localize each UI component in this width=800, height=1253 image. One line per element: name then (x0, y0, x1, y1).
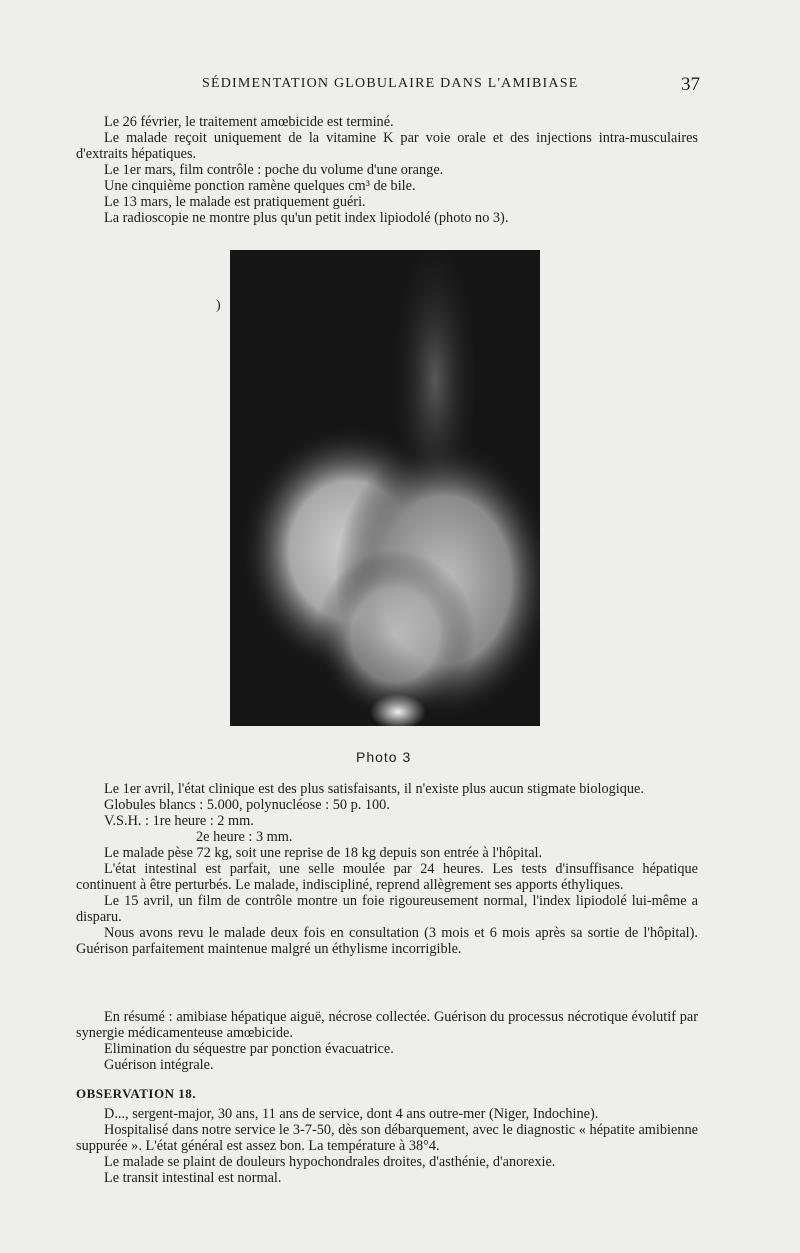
photo-caption: Photo 3 (356, 749, 412, 765)
page-number: 37 (681, 74, 700, 95)
summary-paragraph: Elimination du séquestre par ponction évacuatrice. (104, 1041, 394, 1057)
paragraph: Le malade se plaint de douleurs hypochondrales droites, d'asthénie, d'anorexie. (104, 1154, 556, 1170)
paragraph: V.S.H. : 1re heure : 2 mm. (104, 813, 254, 829)
summary-paragraph: En résumé : amibiase hépatique aiguë, nécrose collectée. Guérison du processus nécrotique évolutif par synergie médicamenteuse amœbicide. (76, 1009, 698, 1041)
stray-mark: ) (216, 298, 221, 313)
paragraph: Le 13 mars, le malade est pratiquement guéri. (104, 194, 366, 210)
paragraph: Le transit intestinal est normal. (104, 1170, 282, 1186)
summary-block (76, 1009, 698, 1073)
paragraph: L'état intestinal est parfait, une selle moulée par 24 heures. Les tests d'insuffisance hépatique continuent à être perturbés. Le malade, indiscipliné, reprend allègrement ses apports éthyliques. (76, 861, 698, 893)
paragraph: Une cinquième ponction ramène quelques cm³ de bile. (104, 178, 416, 194)
bottom-text-block (76, 1106, 698, 1186)
paragraph: Le malade reçoit uniquement de la vitamine K par voie orale et des injections intra-musculaires d'extraits hépatiques. (76, 130, 698, 162)
middle-text-block (76, 781, 698, 957)
top-text-block (76, 114, 698, 226)
paragraph: Hospitalisé dans notre service le 3-7-50, dès son débarquement, avec le diagnostic « hépatite amibienne suppurée ». L'état général est assez bon. La température à 38°4. (76, 1122, 698, 1154)
paragraph: 2e heure : 3 mm. (196, 829, 293, 845)
radiograph-photo (230, 250, 540, 726)
page-header (76, 74, 700, 98)
radiograph-image (230, 250, 540, 726)
paragraph: D..., sergent-major, 30 ans, 11 ans de service, dont 4 ans outre-mer (Niger, Indochine). (104, 1106, 599, 1122)
paragraph: Le 15 avril, un film de contrôle montre un foie rigoureusement normal, l'index lipiodolé lui-même a disparu. (76, 893, 698, 925)
paragraph: Globules blancs : 5.000, polynucléose : 50 p. 100. (104, 797, 390, 813)
section-heading: OBSERVATION 18. (76, 1086, 196, 1101)
running-title: SÉDIMENTATION GLOBULAIRE DANS L'AMIBIASE (202, 76, 579, 91)
paragraph: Le malade pèse 72 kg, soit une reprise de 18 kg depuis son entrée à l'hôpital. (104, 845, 543, 861)
summary-paragraph: Guérison intégrale. (104, 1057, 214, 1073)
paragraph: La radioscopie ne montre plus qu'un petit index lipiodolé (photo no 3). (104, 210, 509, 226)
paragraph: Nous avons revu le malade deux fois en consultation (3 mois et 6 mois après sa sortie de l'hôpital). Guérison parfaitement maintenue malgré un éthylisme incorrigible. (76, 925, 698, 957)
paragraph: Le 1er mars, film contrôle : poche du volume d'une orange. (104, 162, 444, 178)
paragraph: Le 1er avril, l'état clinique est des plus satisfaisants, il n'existe plus aucun stigmate biologique. (104, 781, 644, 797)
paragraph: Le 26 février, le traitement amœbicide est terminé. (104, 114, 394, 130)
